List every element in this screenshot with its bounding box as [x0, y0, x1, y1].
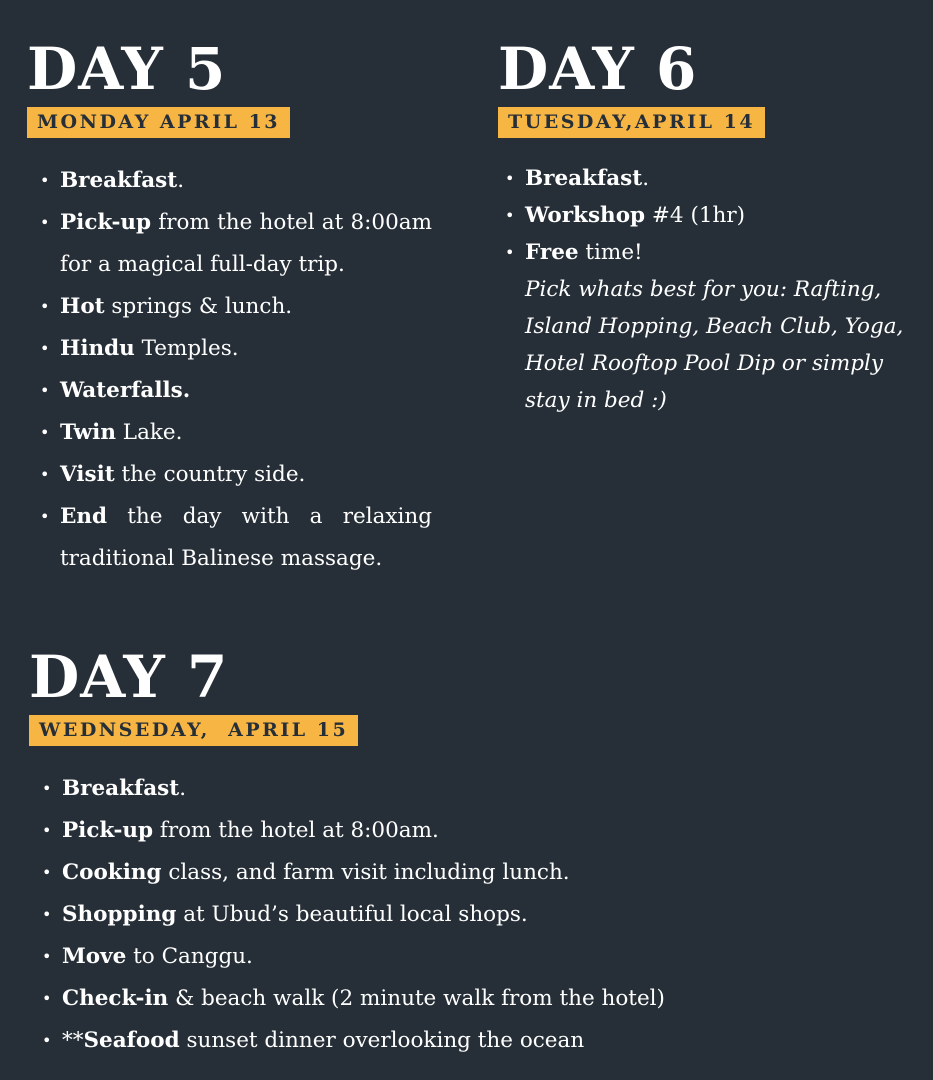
list-item: • Visit the country side. [60, 454, 432, 496]
day-7-title: DAY 7 [29, 643, 229, 711]
day-6-title: DAY 6 [498, 35, 698, 103]
list-item: • Waterfalls. [60, 370, 432, 412]
list-item: • Check-in & beach walk (2 minute walk from the hotel) [62, 978, 902, 1020]
day-5-section [27, 35, 457, 580]
list-item: • Twin Lake. [60, 412, 432, 454]
list-item: • Free time! Pick whats best for you: Rafting, Island Hopping, Beach Club, Yoga, Hotel Rooftop Pool Dip or simply stay in bed :) [525, 234, 925, 419]
day-6-date-badge: TUESDAY,APRIL 14 [498, 107, 765, 138]
list-item: • Pick-up from the hotel at 8:00am. [62, 810, 902, 852]
day-5-itinerary-list [60, 160, 432, 580]
list-item: • Breakfast. [525, 160, 925, 197]
day-6-itinerary-list [525, 160, 925, 419]
day-5-date-badge: MONDAY APRIL 13 [27, 107, 290, 138]
day-7-date-badge: WEDNSEDAY, APRIL 15 [29, 715, 358, 746]
day-7-section [29, 643, 909, 1062]
list-item: • End the day with a relaxing traditional Balinese massage. [60, 496, 432, 580]
list-item: • Shopping at Ubud’s beautiful local shops. [62, 894, 902, 936]
list-item: • Cooking class, and farm visit including lunch. [62, 852, 902, 894]
list-item: • Hindu Temples. [60, 328, 432, 370]
list-item: • **Seafood sunset dinner overlooking the ocean [62, 1020, 902, 1062]
day-5-title: DAY 5 [27, 35, 227, 103]
list-item: • Hot springs & lunch. [60, 286, 432, 328]
list-item: • Pick-up from the hotel at 8:00am for a magical full-day trip. [60, 202, 432, 286]
list-item: • Workshop #4 (1hr) [525, 197, 925, 234]
list-item: • Move to Canggu. [62, 936, 902, 978]
list-item: • Breakfast. [60, 160, 432, 202]
day-7-itinerary-list [62, 768, 902, 1062]
list-item: • Breakfast. [62, 768, 902, 810]
day-6-section [498, 35, 928, 419]
free-time-options-note: Pick whats best for you: Rafting, Island Hopping, Beach Club, Yoga, Hotel Rooftop Pool Dip or simply stay in bed :) [525, 277, 904, 413]
